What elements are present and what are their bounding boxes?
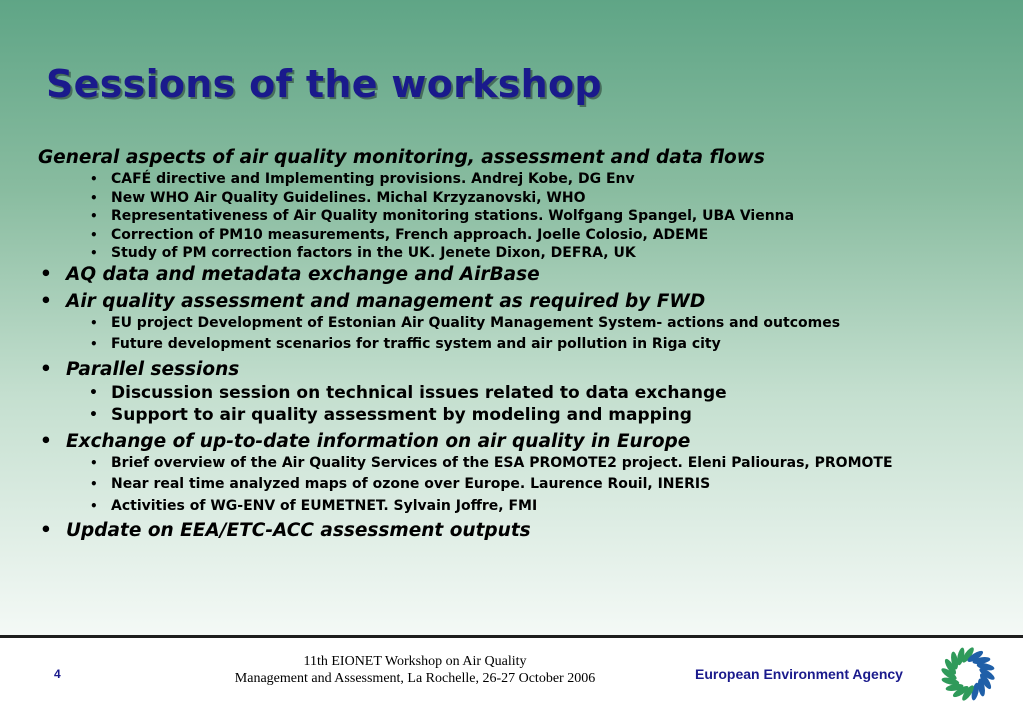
list-item-text: Future development scenarios for traffic system and air pollution in Riga city <box>111 336 721 352</box>
eea-logo-icon <box>935 643 1001 705</box>
page-number: 4 <box>54 667 61 681</box>
list-item <box>38 404 1013 426</box>
list-item <box>38 475 1013 494</box>
bullet-icon: • <box>90 227 98 242</box>
footer <box>0 635 1023 708</box>
list-item-text: New WHO Air Quality Guidelines. Michal Krzyzanovski, WHO <box>111 189 586 206</box>
list-item <box>38 226 1013 245</box>
list-item-text: EU project Development of Estonian Air Quality Management System- actions and outcomes <box>111 314 841 331</box>
bullet-icon: • <box>40 263 52 285</box>
agenda <box>38 146 1013 543</box>
section-general-aspects: General aspects of air quality monitoring, assessment and data flows <box>38 147 765 168</box>
list-item-text: CAFÉ directive and Implementing provisions. Andrej Kobe, DG Env <box>111 171 635 187</box>
list-item-text: Discussion session on technical issues related to data exchange <box>111 382 727 403</box>
list-item-text: Representativeness of Air Quality monitoring stations. Wolfgang Spangel, UBA Vienna <box>111 208 795 224</box>
list-item <box>38 207 1013 226</box>
list-item <box>38 497 1013 516</box>
bullet-icon: • <box>90 498 98 513</box>
bullet-icon: • <box>90 477 98 491</box>
slide-title: Sessions of the workshop <box>46 62 602 106</box>
section-exchange-info <box>38 430 1013 454</box>
section-assessment-fwd <box>38 290 1013 314</box>
logo-center <box>960 666 976 682</box>
bullet-icon: • <box>90 246 98 260</box>
list-item <box>38 382 1013 404</box>
list-item <box>38 170 1013 189</box>
list-item-text: Support to air quality assessment by modeling and mapping <box>111 404 692 425</box>
bullet-icon: • <box>89 406 98 423</box>
list-item <box>38 314 1013 333</box>
section-text: Exchange of up-to-date information on air quality in Europe <box>66 430 691 452</box>
bullet-icon: • <box>90 172 98 186</box>
conference-line-2: Management and Assessment, La Rochelle, 26-27 October 2006 <box>234 671 596 686</box>
bullet-icon: • <box>90 209 98 223</box>
bullet-icon: • <box>40 520 52 541</box>
list-item <box>38 189 1013 208</box>
list-item-text: Correction of PM10 measurements, French approach. Joelle Colosio, ADEME <box>111 226 709 243</box>
footer-divider <box>0 635 1023 638</box>
section-update-outputs <box>38 519 1013 543</box>
list-item <box>38 244 1013 263</box>
list-item-text: Near real time analyzed maps of ozone over Europe. Laurence Rouil, INERIS <box>111 476 711 492</box>
section-text: AQ data and metadata exchange and AirBase <box>66 263 540 285</box>
list-item <box>38 335 1013 354</box>
list-item-text: Activities of WG-ENV of EUMETNET. Sylvain Joffre, FMI <box>111 497 538 514</box>
conference-info <box>205 653 625 687</box>
bullet-icon: • <box>40 430 52 452</box>
bullet-icon: • <box>90 190 98 205</box>
bullet-icon: • <box>40 358 52 380</box>
bullet-icon: • <box>90 315 98 330</box>
section-text: Parallel sessions <box>66 358 240 380</box>
bullet-icon: • <box>89 384 98 401</box>
section-text: Update on EEA/ETC-ACC assessment outputs <box>66 520 531 541</box>
list-item-text: Brief overview of the Air Quality Services of the ESA PROMOTE2 project. Eleni Paliouras, PROMOTE <box>111 454 893 471</box>
list-item-text: Study of PM correction factors in the UK. Jenete Dixon, DEFRA, UK <box>111 245 636 261</box>
agency-name: European Environment Agency <box>695 666 903 682</box>
bullet-icon: • <box>40 290 52 312</box>
section-text: Air quality assessment and management as required by FWD <box>66 290 706 312</box>
section-parallel-sessions <box>38 358 1013 382</box>
bullet-icon: • <box>90 337 98 351</box>
section-aq-data <box>38 263 1013 287</box>
conference-line-1: 11th EIONET Workshop on Air Quality <box>303 654 527 669</box>
bullet-icon: • <box>90 455 98 470</box>
list-item <box>38 454 941 473</box>
